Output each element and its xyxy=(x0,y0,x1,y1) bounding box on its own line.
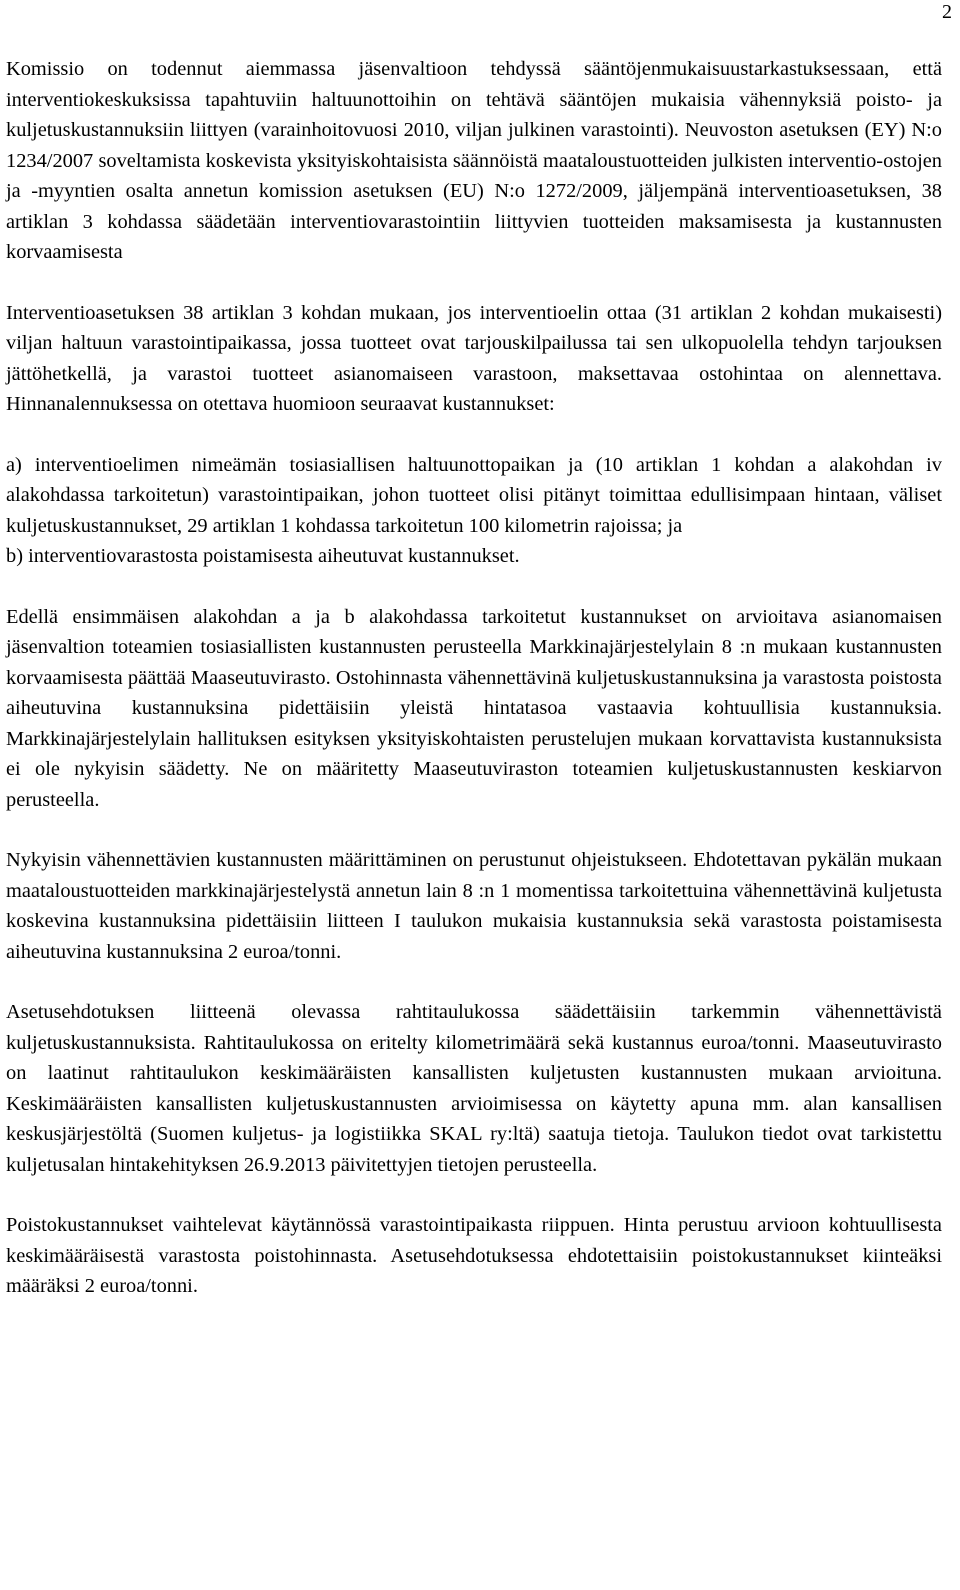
page-number: 2 xyxy=(942,1,952,23)
paragraph-commission-audit: Komissio on todennut aiemmassa jäsenvaltioon tehdyssä sääntöjenmukaisuustarkastuksessaan, että interventiokeskuksissa tapahtuviin haltuunottoihin on tehtävä sääntöjen mukaisia vähennyksiä poisto- ja kuljetuskustannuksiin liittyen (varainhoitovuosi 2010, viljan julkinen varastointi). Neuvoston asetuksen (EY) N:o 1234/2007 soveltamista koskevista yksityiskohtaisista säännöistä maataloustuotteiden julkisten interventio-ostojen ja -myyntien osalta annetun komission asetuksen (EU) N:o 1272/2009, jäljempänä interventioasetuksen, 38 artiklan 3 kohdassa säädetään interventiovarastointiin liittyvien tuotteiden maksamisesta ja kustannusten korvaamisesta xyxy=(6,58,942,263)
list-item-a: a) interventioelimen nimeämän tosiasiallisen haltuunottopaikan ja (10 artiklan 1 kohdan a alakohdan iv alakohdassa tarkoitetun) varastointipaikan, johon tuotteet olisi pitänyt toimittaa edullisimpaan hintaan, väliset kuljetuskustannukset, 29 artiklan 1 kohdassa tarkoitetun 100 kilometrin rajoissa; ja xyxy=(6,453,942,537)
paragraph-current-practice: Nykyisin vähennettävien kustannusten määrittäminen on perustunut ohjeistukseen. Ehdotettavan pykälän mukaan maataloustuotteiden markkinajärjestelystä annetun lain 8 :n 1 momentissa tarkoitettuina vähennettävinä kuljetusta koskevina kustannuksina pidettäisiin liitteen I taulukon mukaisia kustannuksia sekä varastosta poistamisesta aiheutuvina kustannuksina 2 euroa/tonni. xyxy=(6,849,942,963)
paragraph-article-38: Interventioasetuksen 38 artiklan 3 kohdan mukaan, jos interventioelin ottaa (31 artiklan 2 kohdan mukaisesti) viljan haltuun varastointipaikassa, jossa tuotteet ovat tarjouskilpailussa tai sen ulkopuolella tehdyn tarjouksen jättöhetkellä, ja varastoi tuotteet asianomaiseen varastoon, maksettavaa ostohintaa on alennettava. Hinnanalennuksessa on otettava huomioon seuraavat kustannukset: xyxy=(6,301,942,415)
paragraph-freight-table: Asetusehdotuksen liitteenä olevassa rahtitaulukossa säädettäisiin tarkemmin vähennettävistä kuljetuskustannuksista. Rahtitaulukossa on eritelty kilometrimäärä sekä kustannus euroa/tonni. Maaseutuvirasto on laatinut rahtitaulukon keskimääräisten kansallisten kuljetusten kustannusten mukaan arvioituna. Keskimääräisten kansallisten kuljetuskustannusten arvioimisessa on käytetty apuna mm. alan kansallisen keskusjärjestöltä (Suomen kuljetus- ja logistiikka SKAL ry:ltä) saatuja tietoja. Taulukon tiedot ovat tarkistettu kuljetusalan hintakehityksen 26.9.2013 päivitettyjen tietojen perusteella. xyxy=(6,1001,942,1176)
paragraph-cost-assessment: Edellä ensimmäisen alakohdan a ja b alakohdassa tarkoitetut kustannukset on arvioitava asianomaisen jäsenvaltion toteamien tosiasiallisten kustannusten perusteella Markkinajärjestelylain 8 :n mukaan kustannusten korvaamisesta päättää Maaseutuvirasto. Ostohinnasta vähennettävinä kuljetuskustannuksina ja varastosta poistosta aiheutuvina kustannuksina pidettäisiin yleistä hintatasoa vastaavia kohtuullisia kustannuksia. Markkinajärjestelylain hallituksen esityksen yksityiskohtaisten perustelujen mukaan korvattavista kustannuksista ei ole nykyisin säädetty. Ne on määritetty Maaseutuviraston toteamien kuljetuskustannusten keskiarvon perusteella. xyxy=(6,605,942,811)
cost-list xyxy=(6,450,942,572)
paragraph-removal-costs: Poistokustannukset vaihtelevat käytännössä varastointipaikasta riippuen. Hinta perustuu arvioon kohtuullisesta keskimääräisestä varastosta poistohinnasta. Asetusehdotuksessa ehdotettaisiin poistokustannukset kiinteäksi määräksi 2 euroa/tonni. xyxy=(6,1214,942,1297)
list-item-b: b) interventiovarastosta poistamisesta aiheutuvat kustannukset. xyxy=(6,545,520,567)
